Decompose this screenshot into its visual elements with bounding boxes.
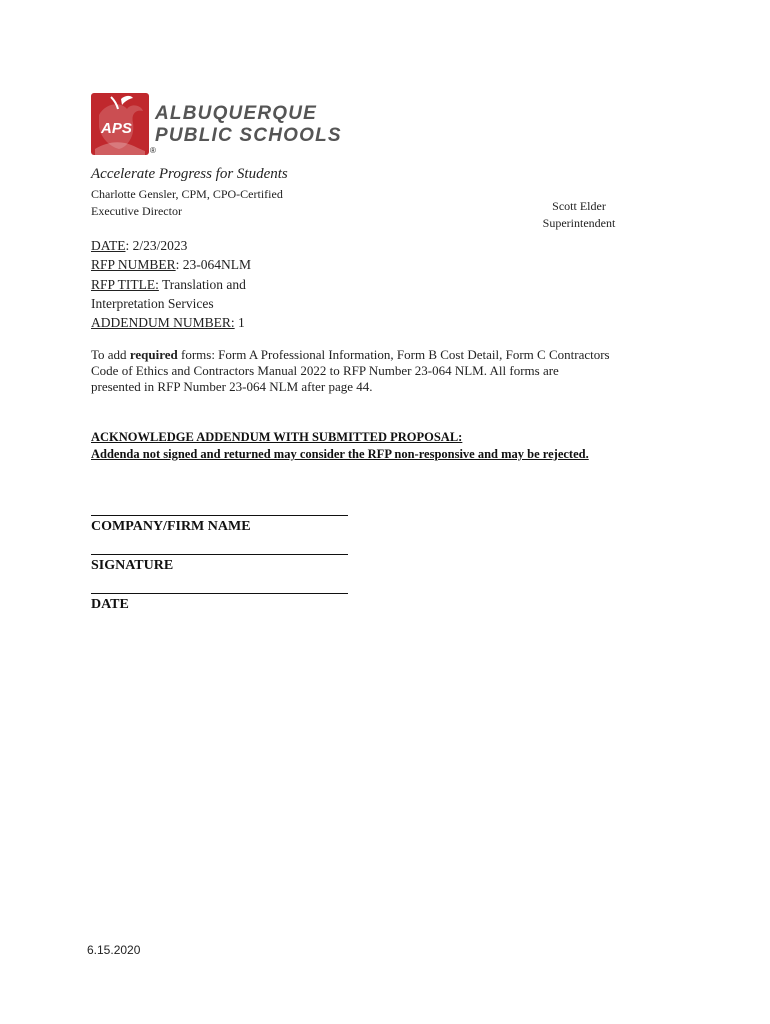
date-signature-line <box>91 593 348 594</box>
signature-line <box>91 554 348 555</box>
superintendent-title: Superintendent <box>542 216 616 230</box>
superintendent-name: Scott Elder <box>552 199 606 213</box>
registered-mark: ® <box>150 146 156 155</box>
rfp-number-row <box>91 255 251 274</box>
rfp-number-label: RFP NUMBER <box>91 257 176 273</box>
executive-title: Executive Director <box>91 204 182 218</box>
aps-logo-mark <box>91 93 149 155</box>
rfp-number-value: : 23-064NLM <box>175 257 252 273</box>
addendum-row <box>91 313 251 332</box>
company-signature-line <box>91 515 348 516</box>
apple-icon <box>91 93 149 155</box>
company-label: COMPANY/FIRM NAME <box>91 519 251 534</box>
acknowledge-notice <box>91 429 611 463</box>
addendum-value: 1 <box>234 315 245 331</box>
rfp-title-label: RFP TITLE: <box>91 276 159 292</box>
body-prefix: To add <box>91 347 130 362</box>
executive-name: Charlotte Gensler, CPM, CPO-Certified <box>91 187 283 201</box>
logo-line-albuquerque: ALBUQUERQUE <box>155 103 318 124</box>
acknowledge-heading: ACKNOWLEDGE ADDENDUM WITH SUBMITTED PROPOSAL: <box>91 430 463 444</box>
date-value: : 2/23/2023 <box>125 238 188 253</box>
acknowledge-text: Addenda not signed and returned may consider the RFP non-responsive and may be rejected. <box>91 447 589 461</box>
logo-mark-text: APS <box>101 120 132 137</box>
addendum-label: ADDENDUM NUMBER: <box>91 315 235 331</box>
rfp-title-row <box>91 275 251 294</box>
logo-line-public-schools: PUBLIC SCHOOLS <box>155 125 342 146</box>
addendum-description <box>91 347 611 395</box>
date-label: DATE <box>91 238 126 253</box>
rfp-meta <box>91 236 251 332</box>
footer-version: 6.15.2020 <box>87 943 141 957</box>
tagline: Accelerate Progress for Students <box>91 166 288 182</box>
logo-wordmark <box>155 103 342 147</box>
superintendent-block <box>533 198 625 232</box>
date-row <box>91 236 251 255</box>
rfp-title-value-1: Translation and <box>158 276 246 292</box>
body-rest: forms: Form A Professional Information, Form B Cost Detail, Form C Contractors Code of Ethics and Contractors Manual 2022 to RFP Number 23-064 NLM. All forms are presented in RFP Number 23-064 NLM after page 44. <box>91 347 610 394</box>
rfp-title-value-2: Interpretation Services <box>91 295 214 311</box>
signature-label: SIGNATURE <box>91 558 174 573</box>
executive-block <box>91 186 283 220</box>
rfp-title-row-2 <box>91 294 251 313</box>
date-sign-label: DATE <box>91 597 129 612</box>
body-bold: required <box>129 347 178 362</box>
